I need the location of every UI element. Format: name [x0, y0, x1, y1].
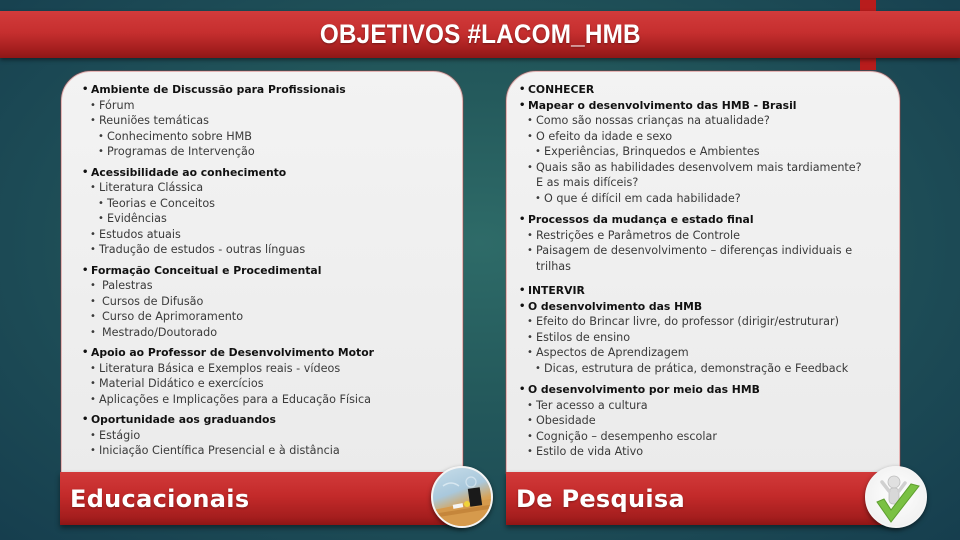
list-item: • Iniciação Científica Presencial e à distância	[90, 443, 452, 459]
title-bar	[0, 11, 960, 58]
list-item: • Quais são as habilidades desenvolvem mais tardiamente? E as mais difíceis?	[527, 160, 872, 191]
section-conhecer	[519, 82, 889, 206]
list-item: • Como são nossas crianças na atualidade?	[527, 113, 889, 129]
list-item: • Reuniões temáticas	[90, 113, 452, 129]
list-heading: • Apoio ao Professor de Desenvolvimento Motor	[82, 345, 452, 361]
list-item: • Obesidade	[527, 413, 889, 429]
list-item: • O efeito da idade e sexo	[527, 129, 889, 145]
list-heading: • Acessibilidade ao conhecimento	[82, 165, 452, 181]
list-item: • Estudos atuais	[90, 227, 452, 243]
list-item: • Restrições e Parâmetros de Controle	[527, 228, 889, 244]
list-item: • O que é difícil em cada habilidade?	[535, 191, 889, 207]
list-item: • Estágio	[90, 428, 452, 444]
list-item: • Ter acesso a cultura	[527, 398, 889, 414]
research-label: De Pesquisa	[516, 484, 685, 513]
list-group	[82, 412, 452, 459]
list-item: • Fórum	[90, 98, 452, 114]
list-item: • Literatura Clássica	[90, 180, 452, 196]
person-checkmark-icon	[865, 466, 927, 528]
research-objectives-panel	[506, 71, 900, 473]
list-item: • Cursos de Difusão	[90, 294, 452, 310]
list-item: • Estilos de ensino	[527, 330, 889, 346]
list-item: • Estilo de vida Ativo	[527, 444, 889, 460]
list-item: • Cognição – desempenho escolar	[527, 429, 889, 445]
classroom-chalkboard-icon	[431, 466, 493, 528]
list-item: • Dicas, estrutura de prática, demonstração e Feedback	[535, 361, 889, 377]
list-group	[519, 212, 889, 274]
list-item: • Aspectos de Aprendizagem	[527, 345, 889, 361]
list-heading: • Ambiente de Discussão para Profissionais	[82, 82, 452, 98]
list-heading: • Mapear o desenvolvimento das HMB - Brasil	[519, 98, 889, 114]
list-item: • Programas de Intervenção	[98, 144, 452, 160]
list-item: • Material Didático e exercícios	[90, 376, 452, 392]
list-heading: • Oportunidade aos graduandos	[82, 412, 452, 428]
list-heading: • Formação Conceitual e Procedimental	[82, 263, 452, 279]
list-heading: • O desenvolvimento por meio das HMB	[519, 382, 889, 398]
section-label: • INTERVIR	[519, 283, 889, 299]
educational-footer-bar	[60, 472, 464, 525]
educational-objectives-panel	[61, 71, 463, 473]
list-item: • Curso de Aprimoramento	[90, 309, 452, 325]
list-item: • Tradução de estudos - outras línguas	[90, 242, 452, 258]
list-item: • Efeito do Brincar livre, do professor (dirigir/estruturar)	[527, 314, 889, 330]
list-group	[82, 82, 452, 160]
list-group	[519, 382, 889, 460]
list-item: • Mestrado/Doutorado	[90, 325, 452, 341]
list-item: • Aplicações e Implicações para a Educação Física	[90, 392, 452, 408]
list-item: • Paisagem de desenvolvimento – diferenças individuais e trilhas	[527, 243, 872, 274]
list-item: • Palestras	[90, 278, 452, 294]
educational-label: Educacionais	[70, 484, 250, 513]
list-group	[82, 165, 452, 258]
slide-title: OBJETIVOS #LACOM_HMB	[319, 19, 641, 49]
list-heading: • O desenvolvimento das HMB	[519, 299, 889, 315]
list-group	[82, 263, 452, 341]
list-group	[82, 345, 452, 407]
list-item: • Teorias e Conceitos	[98, 196, 452, 212]
list-item: • Evidências	[98, 211, 452, 227]
research-footer-bar	[506, 472, 900, 525]
list-heading: • Processos da mudança e estado final	[519, 212, 889, 228]
list-item: • Experiências, Brinquedos e Ambientes	[535, 144, 889, 160]
section-label: • CONHECER	[519, 82, 889, 98]
section-intervir	[519, 283, 889, 376]
list-item: • Conhecimento sobre HMB	[98, 129, 452, 145]
list-item: • Literatura Básica e Exemplos reais - vídeos	[90, 361, 452, 377]
